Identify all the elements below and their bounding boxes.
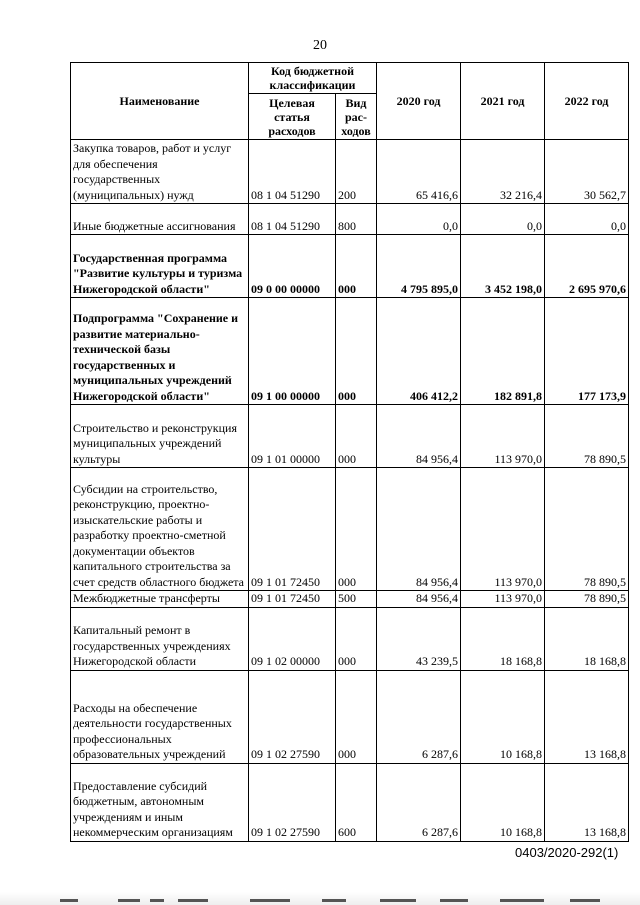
row-expense-type: 000 (336, 468, 377, 591)
row-2020: 6 287,6 (377, 670, 461, 763)
document-code: 0403/2020-292(1) (515, 845, 619, 860)
header-2021: 2021 год (461, 63, 545, 140)
header-2020: 2020 год (377, 63, 461, 140)
row-2020: 84 956,4 (377, 468, 461, 591)
table-row (71, 405, 629, 468)
scan-marks (60, 899, 640, 903)
row-expense-type: 800 (336, 204, 377, 235)
row-expense-type: 000 (336, 670, 377, 763)
row-name: Расходы на обеспечение деятельности государственных профессиональных образовательных учреждений (71, 670, 249, 763)
row-2021: 113 970,0 (461, 468, 545, 591)
row-2021: 10 168,8 (461, 763, 545, 841)
table-row (71, 298, 629, 405)
row-name: Субсидии на строительство, реконструкцию, проектно-изыскательские работы и разработку проектно-сметной документации объектов капитального строительства за счет средств областного бюджета (71, 468, 249, 591)
row-code: 08 1 04 51290 (249, 140, 336, 204)
row-2021: 113 970,0 (461, 591, 545, 608)
row-name: Капитальный ремонт в государственных учреждениях Нижегородской области (71, 607, 249, 670)
row-expense-type: 200 (336, 140, 377, 204)
row-name: Подпрограмма "Сохранение и развитие материально-технической базы государственных и муниципальных учреждений Нижегородской области" (71, 298, 249, 405)
row-code: 09 1 00 00000 (249, 298, 336, 405)
row-name: Межбюджетные трансферты (71, 591, 249, 608)
row-expense-type: 600 (336, 763, 377, 841)
row-2021: 3 452 198,0 (461, 235, 545, 298)
row-2021: 113 970,0 (461, 405, 545, 468)
row-expense-type: 000 (336, 607, 377, 670)
row-2020: 0,0 (377, 204, 461, 235)
table-row (71, 468, 629, 591)
row-code: 09 1 01 00000 (249, 405, 336, 468)
table-row (71, 763, 629, 841)
row-2021: 18 168,8 (461, 607, 545, 670)
row-2020: 6 287,6 (377, 763, 461, 841)
row-2020: 43 239,5 (377, 607, 461, 670)
header-target-article: Целевая статья расходов (249, 94, 336, 140)
row-code: 09 1 02 27590 (249, 670, 336, 763)
row-2022: 13 168,8 (545, 670, 629, 763)
row-2020: 4 795 895,0 (377, 235, 461, 298)
header-expense-type: Вид рас- ходов (336, 94, 377, 140)
row-2021: 182 891,8 (461, 298, 545, 405)
row-2021: 32 216,4 (461, 140, 545, 204)
row-2022: 177 173,9 (545, 298, 629, 405)
row-2022: 2 695 970,6 (545, 235, 629, 298)
header-code-group: Код бюджетной классификации (249, 63, 377, 94)
row-2020: 65 416,6 (377, 140, 461, 204)
row-name: Государственная программа "Развитие культуры и туризма Нижегородской области" (71, 235, 249, 298)
table-row (71, 591, 629, 608)
row-2022: 78 890,5 (545, 591, 629, 608)
row-expense-type: 000 (336, 405, 377, 468)
row-2020: 406 412,2 (377, 298, 461, 405)
row-code: 09 1 01 72450 (249, 468, 336, 591)
row-code: 09 1 02 00000 (249, 607, 336, 670)
row-name: Строительство и реконструкция муниципальных учреждений культуры (71, 405, 249, 468)
row-2022: 13 168,8 (545, 763, 629, 841)
row-code: 09 1 02 27590 (249, 763, 336, 841)
row-2022: 78 890,5 (545, 405, 629, 468)
row-2022: 30 562,7 (545, 140, 629, 204)
row-2022: 18 168,8 (545, 607, 629, 670)
row-name: Иные бюджетные ассигнования (71, 204, 249, 235)
row-expense-type: 000 (336, 235, 377, 298)
budget-table (70, 62, 629, 842)
row-2021: 0,0 (461, 204, 545, 235)
table-row (71, 607, 629, 670)
row-expense-type: 500 (336, 591, 377, 608)
row-2020: 84 956,4 (377, 591, 461, 608)
row-name: Предоставление субсидий бюджетным, автономным учреждениям и иным некоммерческим организациям (71, 763, 249, 841)
table-row (71, 235, 629, 298)
table-row (71, 140, 629, 204)
table-row (71, 204, 629, 235)
row-expense-type: 000 (336, 298, 377, 405)
row-2021: 10 168,8 (461, 670, 545, 763)
header-name: Наименование (71, 63, 249, 140)
row-2022: 0,0 (545, 204, 629, 235)
row-code: 09 0 00 00000 (249, 235, 336, 298)
row-name: Закупка товаров, работ и услуг для обеспечения государственных (муниципальных) нужд (71, 140, 249, 204)
page-number: 20 (313, 38, 327, 53)
table-row (71, 670, 629, 763)
row-code: 09 1 01 72450 (249, 591, 336, 608)
row-2020: 84 956,4 (377, 405, 461, 468)
row-code: 08 1 04 51290 (249, 204, 336, 235)
row-2022: 78 890,5 (545, 468, 629, 591)
header-2022: 2022 год (545, 63, 629, 140)
